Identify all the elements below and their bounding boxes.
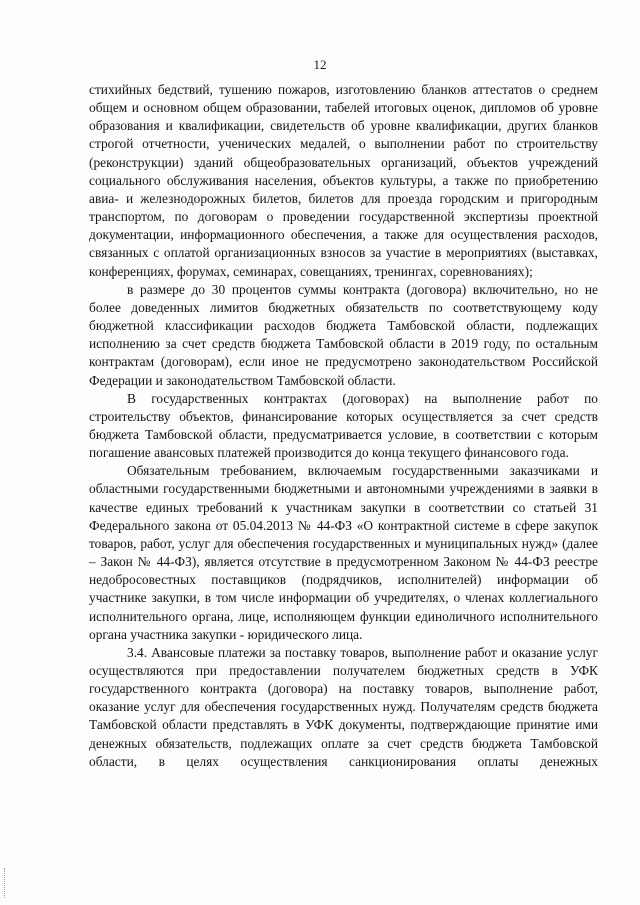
paragraph-advance-30-percent: в размере до 30 процентов суммы контракта (договора) включительно, но не более доведенных лимитов бюджетных обязательств по соответствующему коду бюджетной классификации расходов бюджета Тамбовской области, подлежащих исполнению за счет средств бюджета Тамбовской области в 2019 году, по остальным контрактам (договорам), если иное не предусмотрено законодательством Российской Федерации и законодательством Тамбовской области.: [89, 281, 598, 388]
page-number: 12: [313, 57, 327, 72]
paragraph-section-3-4: 3.4. Авансовые платежи за поставку товаров, выполнение работ и оказание услуг осуществляются при предоставлении получателем бюджетных средств в УФК государственного контракта (договора) на поставку товаров, выполнение работ, оказание услуг для обеспечения государственных нужд. Получателям средств бюджета Тамбовской области представлять в УФК документы, подтверждающие принятие ими денежных обязательств, подлежащих оплате за счет средств бюджета Тамбовской области, в целях осуществления санкционирования оплаты денежных: [89, 644, 598, 769]
paragraph-mandatory-requirement: Обязательным требованием, включаемым государственными заказчиками и областными государственными бюджетными и автономными учреждениями в заявки в качестве единых требований к участникам закупки в соответствии со статьей 31 Федерального закона от 05.04.2013 № 44-ФЗ «О контрактной системе в сфере закупок товаров, работ, услуг для обеспечения государственных и муниципальных нужд» (далее – Закон № 44-ФЗ), является отсутствие в предусмотренном Законом № 44-ФЗ реестре недобросовестных поставщиков (подрядчиков, исполнителей) информации об участнике закупки, в том числе информации об учредителях, о членах коллегиального исполнительного органа, лице, исполняющем функции единоличного исполнительного органа участника закупки - юридического лица.: [89, 463, 598, 642]
scan-margin-mark: [4, 868, 8, 898]
document-body: [89, 81, 598, 771]
paragraph-continuation: стихийных бедствий, тушению пожаров, изготовлению бланков аттестатов о среднем общем и основном общем образовании, табелей итоговых оценок, дипломов об уровне образования и квалификации, свидетельств об уровне квалификации, других бланков строгой отчетности, ученических медалей, о выполнении работ по строительству (реконструкции) зданий общеобразовательных организаций, объектов учреждений социального обслуживания населения, объектов культуры, а также по приобретению авиа- и железнодорожных билетов, билетов для проезда городским и пригородным транспортом, по договорам о проведении государственной экспертизы проектной документации, информационного обеспечения, а также для осуществления расходов, связанных с оплатой организационных взносов за участие в мероприятиях (выставках, конференциях, форумах, семинарах, совещаниях, тренингах, соревнованиях);: [89, 82, 598, 279]
paragraph-construction-contracts: В государственных контрактах (договорах) на выполнение работ по строительству объектов, финансирование которых осуществляется за счет средств бюджета Тамбовской области, предусматривается условие, в соответствии с которым погашение авансовых платежей производится до конца текущего финансового года.: [89, 390, 598, 461]
